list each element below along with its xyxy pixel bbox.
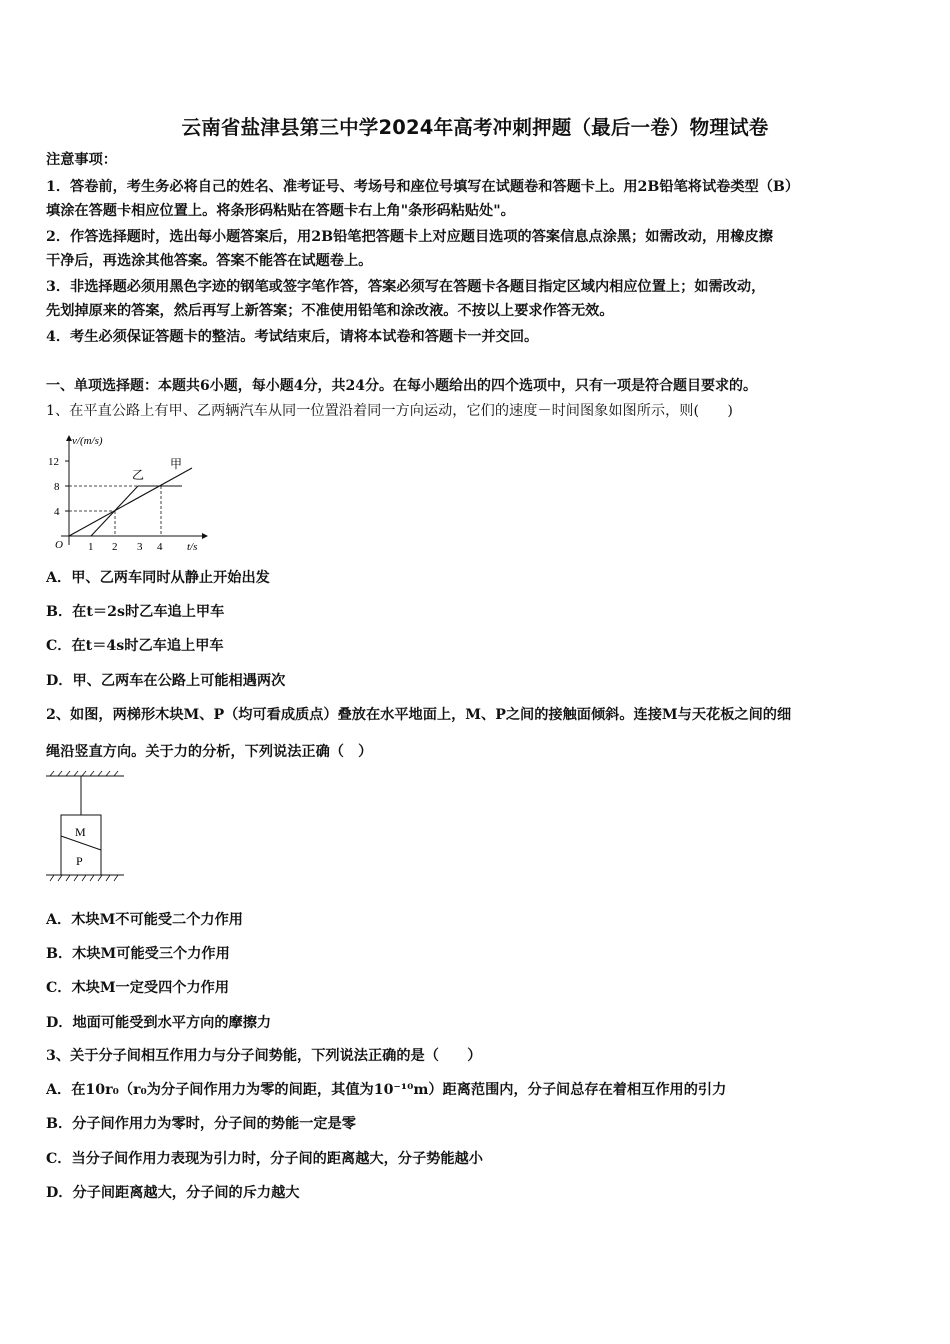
q2-option-d: D．地面可能受到水平方向的摩擦力 xyxy=(46,1015,272,1031)
notice-heading: 注意事项： xyxy=(46,152,117,168)
q2-stem: 绳沿竖直方向。关于力的分析，下列说法正确（ ） xyxy=(46,744,373,760)
notice-line: 2．作答选择题时，选出每小题答案后，用2B铅笔把答题卡上对应题目选项的答案信息点涂黑；如需改动，用橡皮擦 xyxy=(46,229,773,245)
notice-line: 先划掉原来的答案，然后再写上新答案；不准使用铅笔和涂改液。不按以上要求作答无效。 xyxy=(46,303,614,319)
y-axis-label: v/(m/s) xyxy=(72,435,103,447)
label-yi: 乙 xyxy=(132,468,145,482)
q1-option-c: C．在t＝4s时乙车追上甲车 xyxy=(46,638,224,654)
line-jia xyxy=(69,468,192,536)
section-heading: 一、单项选择题：本题共6小题，每小题4分，共24分。在每小题给出的四个选项中，只有一项是符合题目要求的。 xyxy=(46,378,757,394)
label-jia: 甲 xyxy=(170,457,183,471)
q3-option-c: C．当分子间作用力表现为引力时，分子间的距离越大，分子势能越小 xyxy=(46,1151,483,1167)
origin-label: O xyxy=(55,539,63,551)
x-tick-label: 3 xyxy=(137,541,143,553)
q1-option-b: B．在t＝2s时乙车追上甲车 xyxy=(46,604,225,620)
q3-option-b: B．分子间作用力为零时，分子间的势能一定是零 xyxy=(46,1116,356,1132)
exam-title: 云南省盐津县第三中学2024年高考冲刺押题（最后一卷）物理试卷 xyxy=(181,116,769,139)
y-tick-label: 4 xyxy=(54,506,60,518)
y-tick-label: 12 xyxy=(48,456,59,468)
q1-option-a: A．甲、乙两车同时从静止开始出发 xyxy=(46,570,270,586)
q3-stem: 3、关于分子间相互作用力与分子间势能，下列说法正确的是（ ） xyxy=(46,1048,482,1064)
q3-option-d: D．分子间距离越大，分子间的斥力越大 xyxy=(46,1185,300,1201)
x-tick-label: 1 xyxy=(88,541,94,553)
q2-stem: 2、如图，两梯形木块M、P（均可看成质点）叠放在水平地面上，M、P之间的接触面倾斜。连接M与天花板之间的细 xyxy=(46,707,792,723)
q2-option-c: C．木块M一定受四个力作用 xyxy=(46,980,230,996)
notice-line: 填涂在答题卡相应位置上。将条形码粘贴在答题卡右上角"条形码粘贴处"。 xyxy=(46,203,515,219)
q2-figure xyxy=(44,770,134,886)
x-tick-label: 4 xyxy=(157,541,163,553)
q1-stem: 1、在平直公路上有甲、乙两辆汽车从同一位置沿着同一方向运动，它们的速度－时间图象如图所示，则( ) xyxy=(46,403,733,419)
q1-option-d: D．甲、乙两车在公路上可能相遇两次 xyxy=(46,673,286,689)
x-tick-label: 2 xyxy=(112,541,118,553)
y-tick-label: 8 xyxy=(54,481,60,493)
notice-line: 干净后，再选涂其他答案。答案不能答在试题卷上。 xyxy=(46,253,373,269)
q2-option-a: A．木块M不可能受二个力作用 xyxy=(46,912,243,928)
q3-option-a: A．在10r₀（r₀为分子间作用力为零的间距，其值为10⁻¹⁰m）距离范围内，分子间总存在着相互作用的引力 xyxy=(46,1082,727,1098)
label-p: P xyxy=(76,854,83,868)
ceiling-hatch xyxy=(50,771,118,776)
notice-line: 1．答卷前，考生务必将自己的姓名、准考证号、考场号和座位号填写在试题卷和答题卡上。用2B铅笔将试卷类型（B） xyxy=(46,179,800,195)
q1-vt-graph xyxy=(44,428,214,558)
label-m: M xyxy=(75,825,86,839)
notice-line: 4．考生必须保证答题卡的整洁。考试结束后，请将本试卷和答题卡一并交回。 xyxy=(46,329,539,345)
q2-option-b: B．木块M可能受三个力作用 xyxy=(46,946,230,962)
ground-hatch xyxy=(50,875,118,881)
x-axis-label: t/s xyxy=(187,541,198,553)
notice-line: 3．非选择题必须用黑色字迹的钢笔或签字笔作答，答案必须写在答题卡各题目指定区域内相应位置上；如需改动， xyxy=(46,279,766,295)
